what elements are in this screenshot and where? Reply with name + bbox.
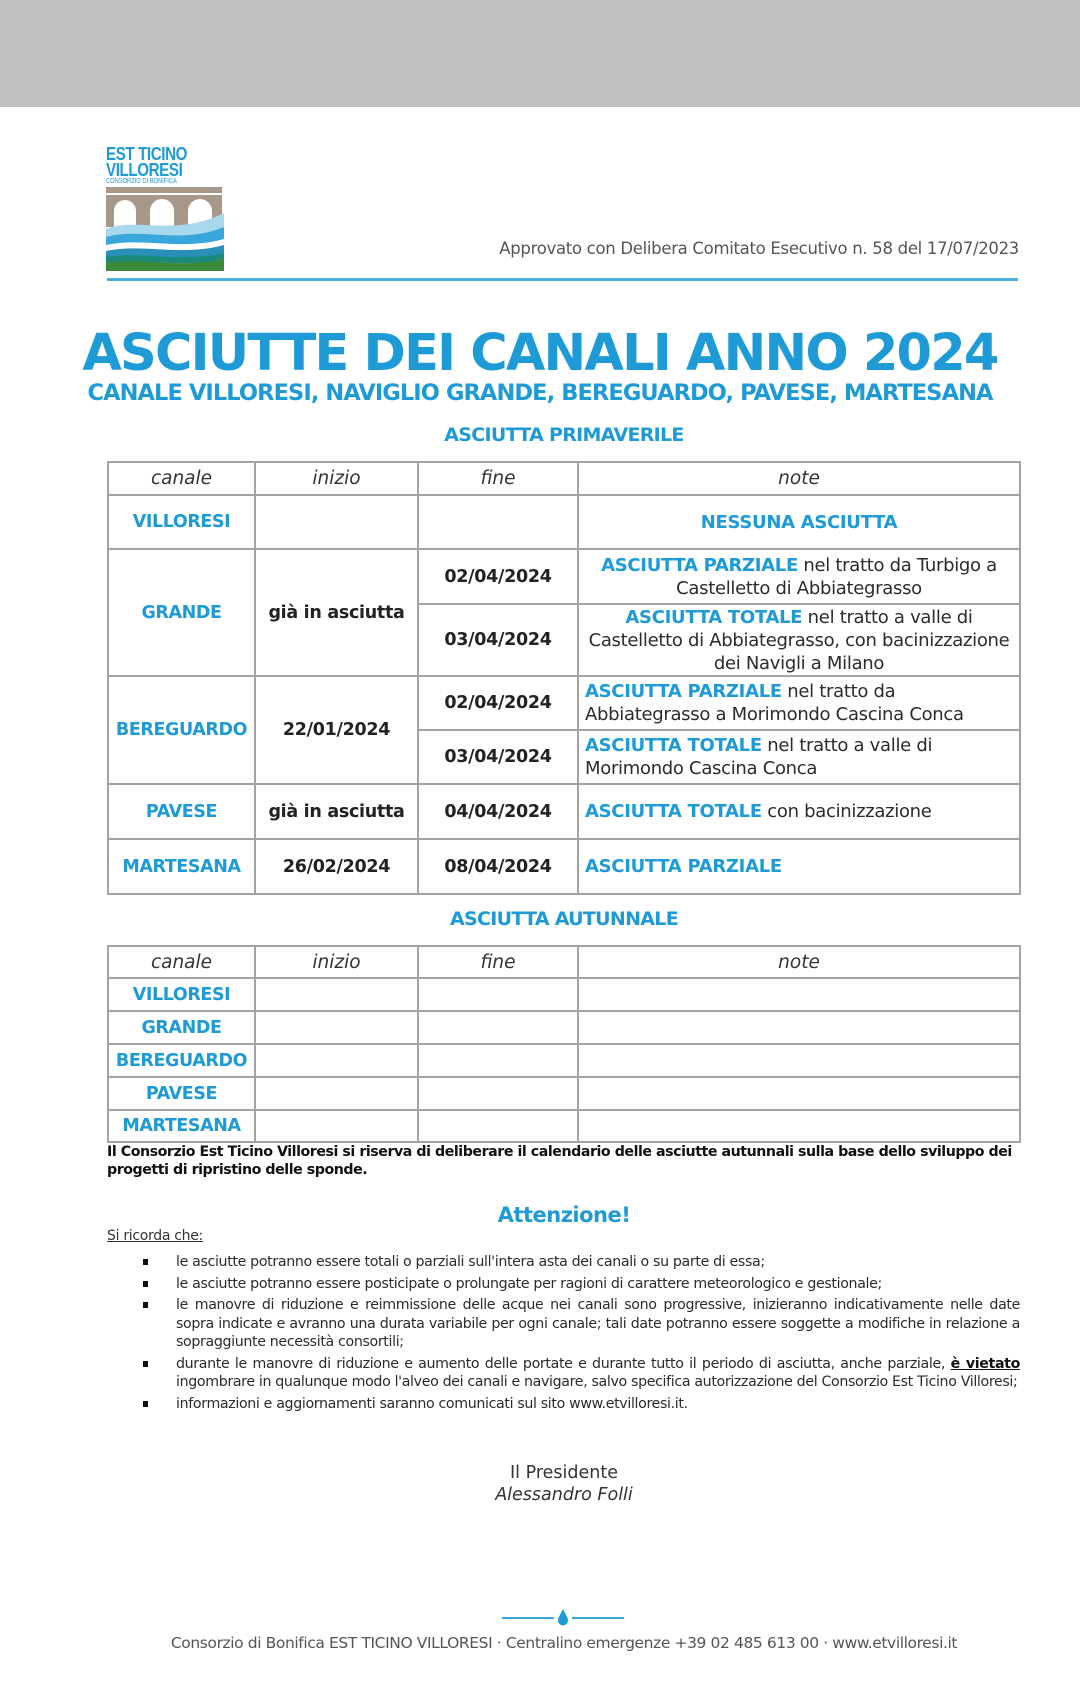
- consorzio-logo: [106, 143, 224, 270]
- reminder-list: [140, 1253, 1020, 1416]
- canale-cell: VILLORESI: [108, 978, 255, 1011]
- col-header-note: note: [578, 462, 1020, 495]
- signature-block: [0, 1462, 1080, 1506]
- table-row: [108, 549, 1020, 604]
- note-cell: [578, 784, 1020, 839]
- fine-cell: 04/04/2024: [418, 784, 578, 839]
- inizio-cell: 26/02/2024: [255, 839, 418, 894]
- list-item-text: ingombrare in qualunque modo l'alveo dei canali e navigare, salvo specifica autorizzazione del Consorzio Est Ticino Villoresi;: [176, 1374, 1018, 1390]
- fine-cell: 02/04/2024: [418, 549, 578, 604]
- table-row: [108, 1110, 1020, 1142]
- col-header-fine: fine: [418, 946, 578, 978]
- logo-text-line3: CONSORZIO DI BONIFICA: [106, 178, 177, 185]
- canale-cell: VILLORESI: [108, 495, 255, 549]
- fine-cell: 03/04/2024: [418, 730, 578, 784]
- list-item: [140, 1296, 1020, 1352]
- note-tag: ASCIUTTA TOTALE: [585, 801, 762, 822]
- note-tag: ASCIUTTA TOTALE: [625, 606, 803, 628]
- fine-cell: 02/04/2024: [418, 676, 578, 730]
- approval-note: Approvato con Delibera Comitato Esecutivo n. 58 del 17/07/2023: [499, 239, 1019, 258]
- note-text: nel tratto a valle di Morimondo Cascina Conca: [585, 735, 933, 779]
- inizio-cell: 22/01/2024: [255, 676, 418, 784]
- note-text: con bacinizzazione: [761, 801, 932, 822]
- page-title: ASCIUTTE DEI CANALI ANNO 2024: [82, 324, 998, 383]
- square-bullet-icon: [143, 1361, 148, 1367]
- note-cell: [578, 604, 1020, 676]
- list-item-text: le asciutte potranno essere totali o parziali sull'intera asta dei canali o su parte di essa;: [176, 1254, 765, 1270]
- note-tag: ASCIUTTA PARZIALE: [585, 856, 782, 877]
- spring-heading: ASCIUTTA PRIMAVERILE: [444, 424, 684, 446]
- table-row: [108, 978, 1020, 1011]
- canale-cell: MARTESANA: [108, 839, 255, 894]
- table-row: [108, 495, 1020, 549]
- canale-cell: MARTESANA: [108, 1110, 255, 1142]
- list-item-text: durante le manovre di riduzione e aumento delle portate e durante tutto il periodo di asciutta, anche parziale,: [176, 1355, 951, 1372]
- note-cell: [578, 495, 1020, 549]
- water-drop-divider-icon: [502, 1607, 624, 1627]
- note-cell: [578, 839, 1020, 894]
- note-cell: [578, 676, 1020, 730]
- canale-cell: BEREGUARDO: [108, 1044, 255, 1077]
- note-tag: ASCIUTTA TOTALE: [585, 735, 762, 756]
- header-divider: [107, 278, 1018, 281]
- fine-cell: [418, 495, 578, 549]
- list-item-text: le asciutte potranno essere posticipate o prolungate per ragioni di carattere meteorologico e gestionale;: [176, 1275, 882, 1292]
- table-row: [108, 1011, 1020, 1044]
- autumn-table: [107, 945, 1021, 1143]
- list-item: [140, 1253, 1020, 1272]
- note-text: nel tratto da Abbiategrasso a Morimondo Cascina Conca: [585, 681, 964, 725]
- inizio-cell: già in asciutta: [255, 549, 418, 676]
- col-header-inizio: inizio: [255, 946, 418, 978]
- table-row: [108, 839, 1020, 894]
- logo-text-line2: VILLORESI: [106, 159, 183, 180]
- note-tag: ASCIUTTA PARZIALE: [601, 554, 798, 576]
- canale-cell: BEREGUARDO: [108, 676, 255, 784]
- square-bullet-icon: [143, 1401, 148, 1407]
- table-header-row: [108, 462, 1020, 495]
- note-text: nel tratto da Turbigo a Castelletto di Abbiategrasso: [676, 554, 997, 599]
- table-row: [108, 1044, 1020, 1077]
- page-footer: Consorzio di Bonifica EST TICINO VILLORESI · Centralino emergenze +39 02 485 613 00 · www.etvilloresi.it: [170, 1634, 958, 1652]
- spring-table: [107, 461, 1021, 895]
- fine-cell: 08/04/2024: [418, 839, 578, 894]
- list-item-text: informazioni e aggiornamenti saranno comunicati sul sito www.etvilloresi.it.: [176, 1395, 688, 1412]
- bridge-waves-icon: [106, 187, 224, 271]
- autumn-disclaimer: Il Consorzio Est Ticino Villoresi si riserva di deliberare il calendario delle asciutte autunnali sulla base dello sviluppo dei progetti di ripristino delle sponde.: [107, 1144, 1012, 1178]
- col-header-canale: canale: [108, 946, 255, 978]
- table-row: [108, 1077, 1020, 1110]
- signature-role: Il Presidente: [510, 1463, 618, 1483]
- list-item: [140, 1355, 1020, 1392]
- canale-cell: PAVESE: [108, 1077, 255, 1110]
- logo-text-line1: EST TICINO: [106, 143, 188, 164]
- table-row: [108, 784, 1020, 839]
- note-cell: [578, 730, 1020, 784]
- fine-cell: 03/04/2024: [418, 604, 578, 676]
- top-gray-bar: [0, 0, 1080, 107]
- note-text: nel tratto a valle di Castelletto di Abbiategrasso, con bacinizzazione dei Navigli a Milano: [588, 606, 1010, 674]
- canale-cell: GRANDE: [108, 549, 255, 676]
- note-tag: ASCIUTTA PARZIALE: [585, 681, 782, 702]
- prohibition-emphasis: è vietato: [950, 1355, 1021, 1372]
- inizio-cell: già in asciutta: [255, 784, 418, 839]
- col-header-canale: canale: [108, 462, 255, 495]
- square-bullet-icon: [143, 1281, 148, 1287]
- col-header-fine: fine: [418, 462, 578, 495]
- table-header-row: [108, 946, 1020, 978]
- signature-name: Alessandro Folli: [495, 1485, 633, 1505]
- attention-heading: Attenzione!: [497, 1203, 631, 1227]
- canale-cell: GRANDE: [108, 1011, 255, 1044]
- square-bullet-icon: [143, 1259, 148, 1265]
- autumn-heading: ASCIUTTA AUTUNNALE: [450, 908, 678, 930]
- col-header-inizio: inizio: [255, 462, 418, 495]
- canale-cell: PAVESE: [108, 784, 255, 839]
- list-item-text: le manovre di riduzione e reimmissione delle acque nei canali sono progressive, inizieranno indicativamente nelle date sopra indicate e avranno una durata variabile per ogni canale; tali date potranno essere soggette a modifiche in relazione a sopraggiunte necessità consortili;: [176, 1297, 1020, 1350]
- reminder-intro: Si ricorda che:: [107, 1228, 203, 1244]
- note-tag: NESSUNA ASCIUTTA: [700, 511, 898, 533]
- note-cell: [578, 549, 1020, 604]
- square-bullet-icon: [143, 1302, 148, 1308]
- table-row: [108, 676, 1020, 730]
- list-item: [140, 1275, 1020, 1294]
- inizio-cell: [255, 495, 418, 549]
- page-subtitle: CANALE VILLORESI, NAVIGLIO GRANDE, BEREGUARDO, PAVESE, MARTESANA: [87, 380, 993, 406]
- col-header-note: note: [578, 946, 1020, 978]
- list-item: [140, 1395, 1020, 1414]
